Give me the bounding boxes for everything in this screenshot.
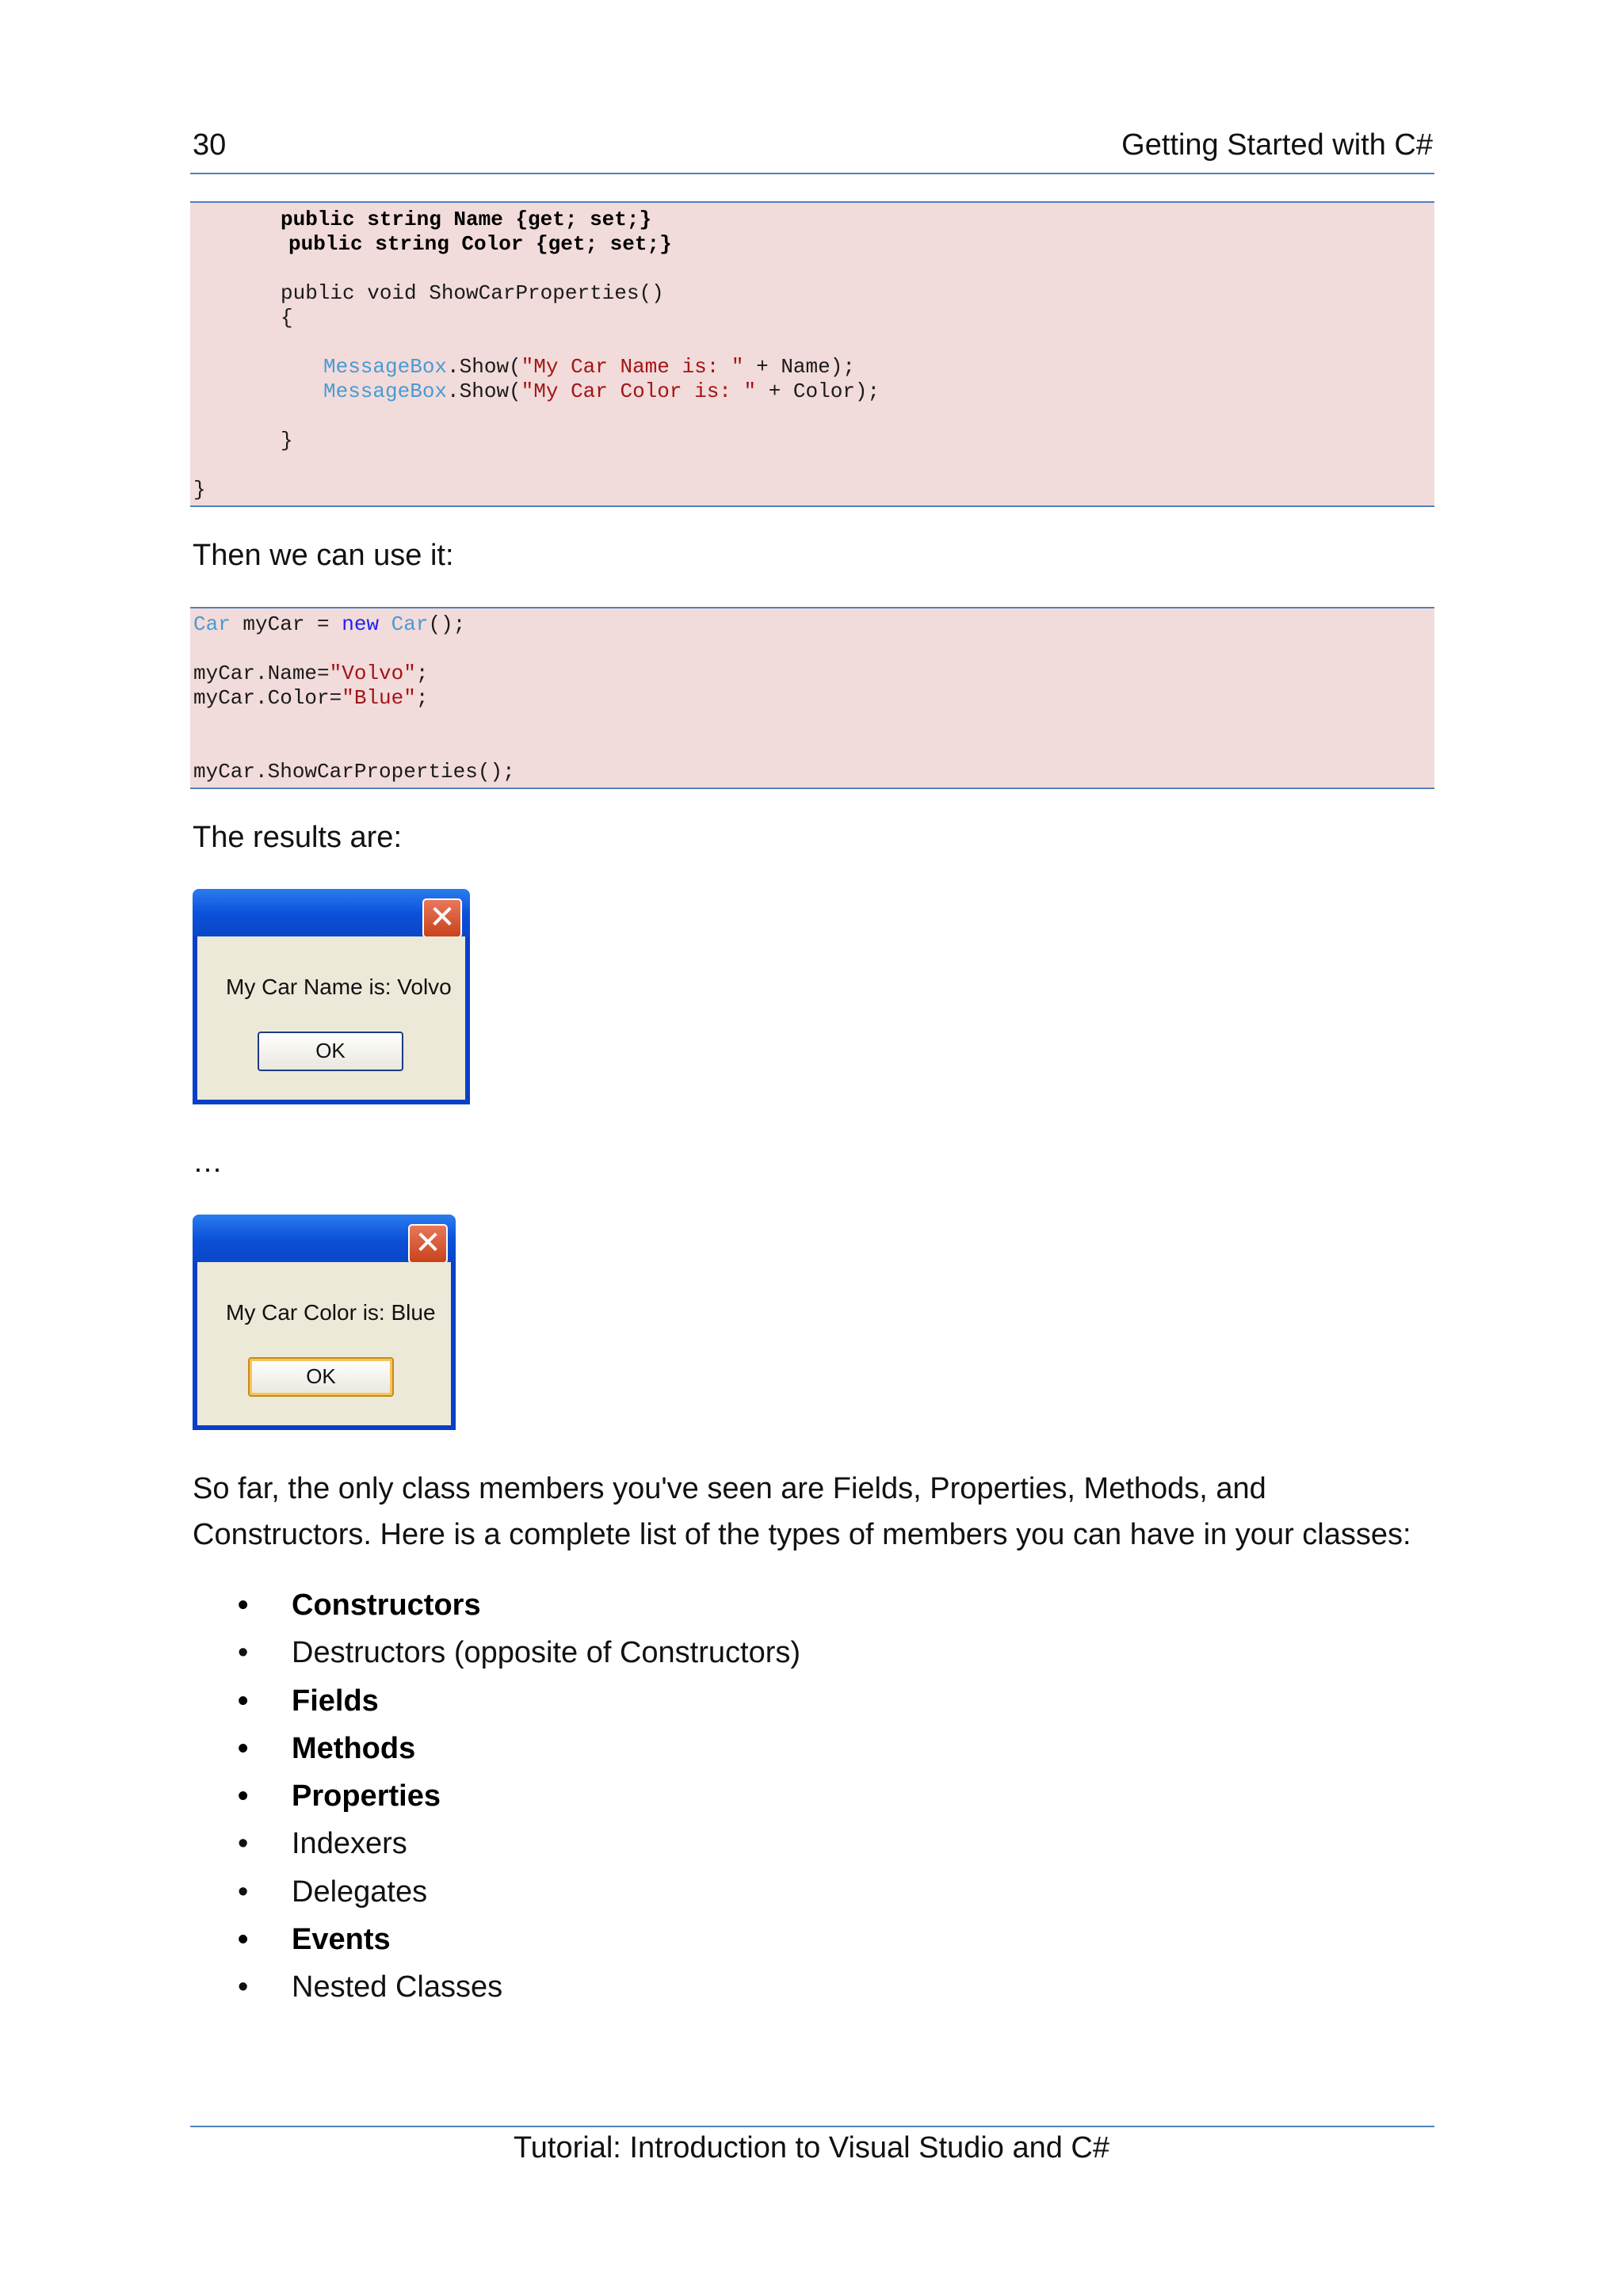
dialog-body	[193, 1262, 456, 1430]
running-footer: Tutorial: Introduction to Visual Studio and C#	[513, 2131, 1109, 2164]
ok-button[interactable]: OK	[248, 1357, 394, 1397]
code-line: {	[281, 306, 293, 330]
footer-rule	[190, 2126, 1434, 2127]
code-token: "Blue"	[342, 686, 416, 710]
code-line	[323, 379, 880, 403]
list-item: • Constructors	[238, 1581, 800, 1629]
code-token	[379, 612, 391, 636]
code-token: myCar.Name=	[193, 662, 330, 685]
code-token: + Color);	[756, 379, 880, 403]
code-line	[193, 686, 428, 710]
code-token: new	[342, 612, 380, 636]
text-then-we-can-use-it: Then we can use it:	[193, 539, 454, 572]
code-line: public string Color {get; set;}	[288, 232, 672, 256]
list-item: • Methods	[238, 1725, 800, 1772]
code-line	[323, 355, 855, 379]
code-token: .Show(	[447, 355, 521, 379]
code-token: MessageBox	[323, 379, 448, 403]
code-token: MessageBox	[323, 355, 448, 379]
class-members-list	[238, 1581, 800, 2012]
code-line: myCar.ShowCarProperties();	[193, 760, 515, 784]
messagebox-dialog-name	[193, 889, 470, 1104]
code-token: Car	[391, 612, 429, 636]
text-results-are: The results are:	[193, 821, 402, 854]
header-rule	[190, 173, 1434, 174]
dialog-titlebar	[193, 1215, 456, 1262]
code-block-class-members	[190, 201, 1434, 507]
code-line: public void ShowCarProperties()	[281, 281, 664, 305]
ok-button[interactable]: OK	[258, 1032, 403, 1071]
code-line: }	[193, 478, 206, 502]
code-token: myCar =	[230, 612, 342, 636]
code-token: "My Car Name is: "	[521, 355, 744, 379]
list-item: • Events	[238, 1916, 800, 1963]
paragraph-line: So far, the only class members you've seen are Fields, Properties, Methods, and	[193, 1472, 1266, 1505]
code-block-usage	[190, 607, 1434, 789]
code-token: ;	[415, 662, 429, 685]
dialog-titlebar	[193, 889, 470, 936]
code-line: public string Name {get; set;}	[281, 208, 652, 231]
list-item: • Properties	[238, 1772, 800, 1820]
code-token: + Name);	[743, 355, 855, 379]
running-header-title: Getting Started with C#	[1121, 128, 1433, 162]
messagebox-dialog-color	[193, 1215, 456, 1430]
code-line: }	[281, 429, 293, 452]
dialog-message: My Car Color is: Blue	[226, 1300, 436, 1325]
list-item: • Indexers	[238, 1820, 800, 1867]
list-item: • Fields	[238, 1677, 800, 1725]
dialog-body	[193, 936, 470, 1104]
code-token: "My Car Color is: "	[521, 379, 757, 403]
code-line	[193, 662, 428, 685]
page-number: 30	[193, 128, 227, 162]
ellipsis: …	[193, 1146, 223, 1179]
paragraph-line: Constructors. Here is a complete list of the types of members you can have in your classes:	[193, 1518, 1411, 1551]
list-item: • Destructors (opposite of Constructors)	[238, 1629, 800, 1676]
code-token: Car	[193, 612, 231, 636]
code-token: ;	[415, 686, 429, 710]
code-token: "Volvo"	[329, 662, 416, 685]
close-icon[interactable]: ✕	[408, 1224, 448, 1264]
paragraph-class-members	[193, 1466, 1411, 1558]
code-token: ();	[428, 612, 466, 636]
code-token: .Show(	[447, 379, 521, 403]
list-item: • Nested Classes	[238, 1963, 800, 2011]
list-item: • Delegates	[238, 1868, 800, 1916]
code-line	[193, 612, 465, 636]
code-token: myCar.Color=	[193, 686, 342, 710]
close-icon[interactable]: ✕	[422, 898, 462, 938]
dialog-message: My Car Name is: Volvo	[226, 974, 452, 999]
